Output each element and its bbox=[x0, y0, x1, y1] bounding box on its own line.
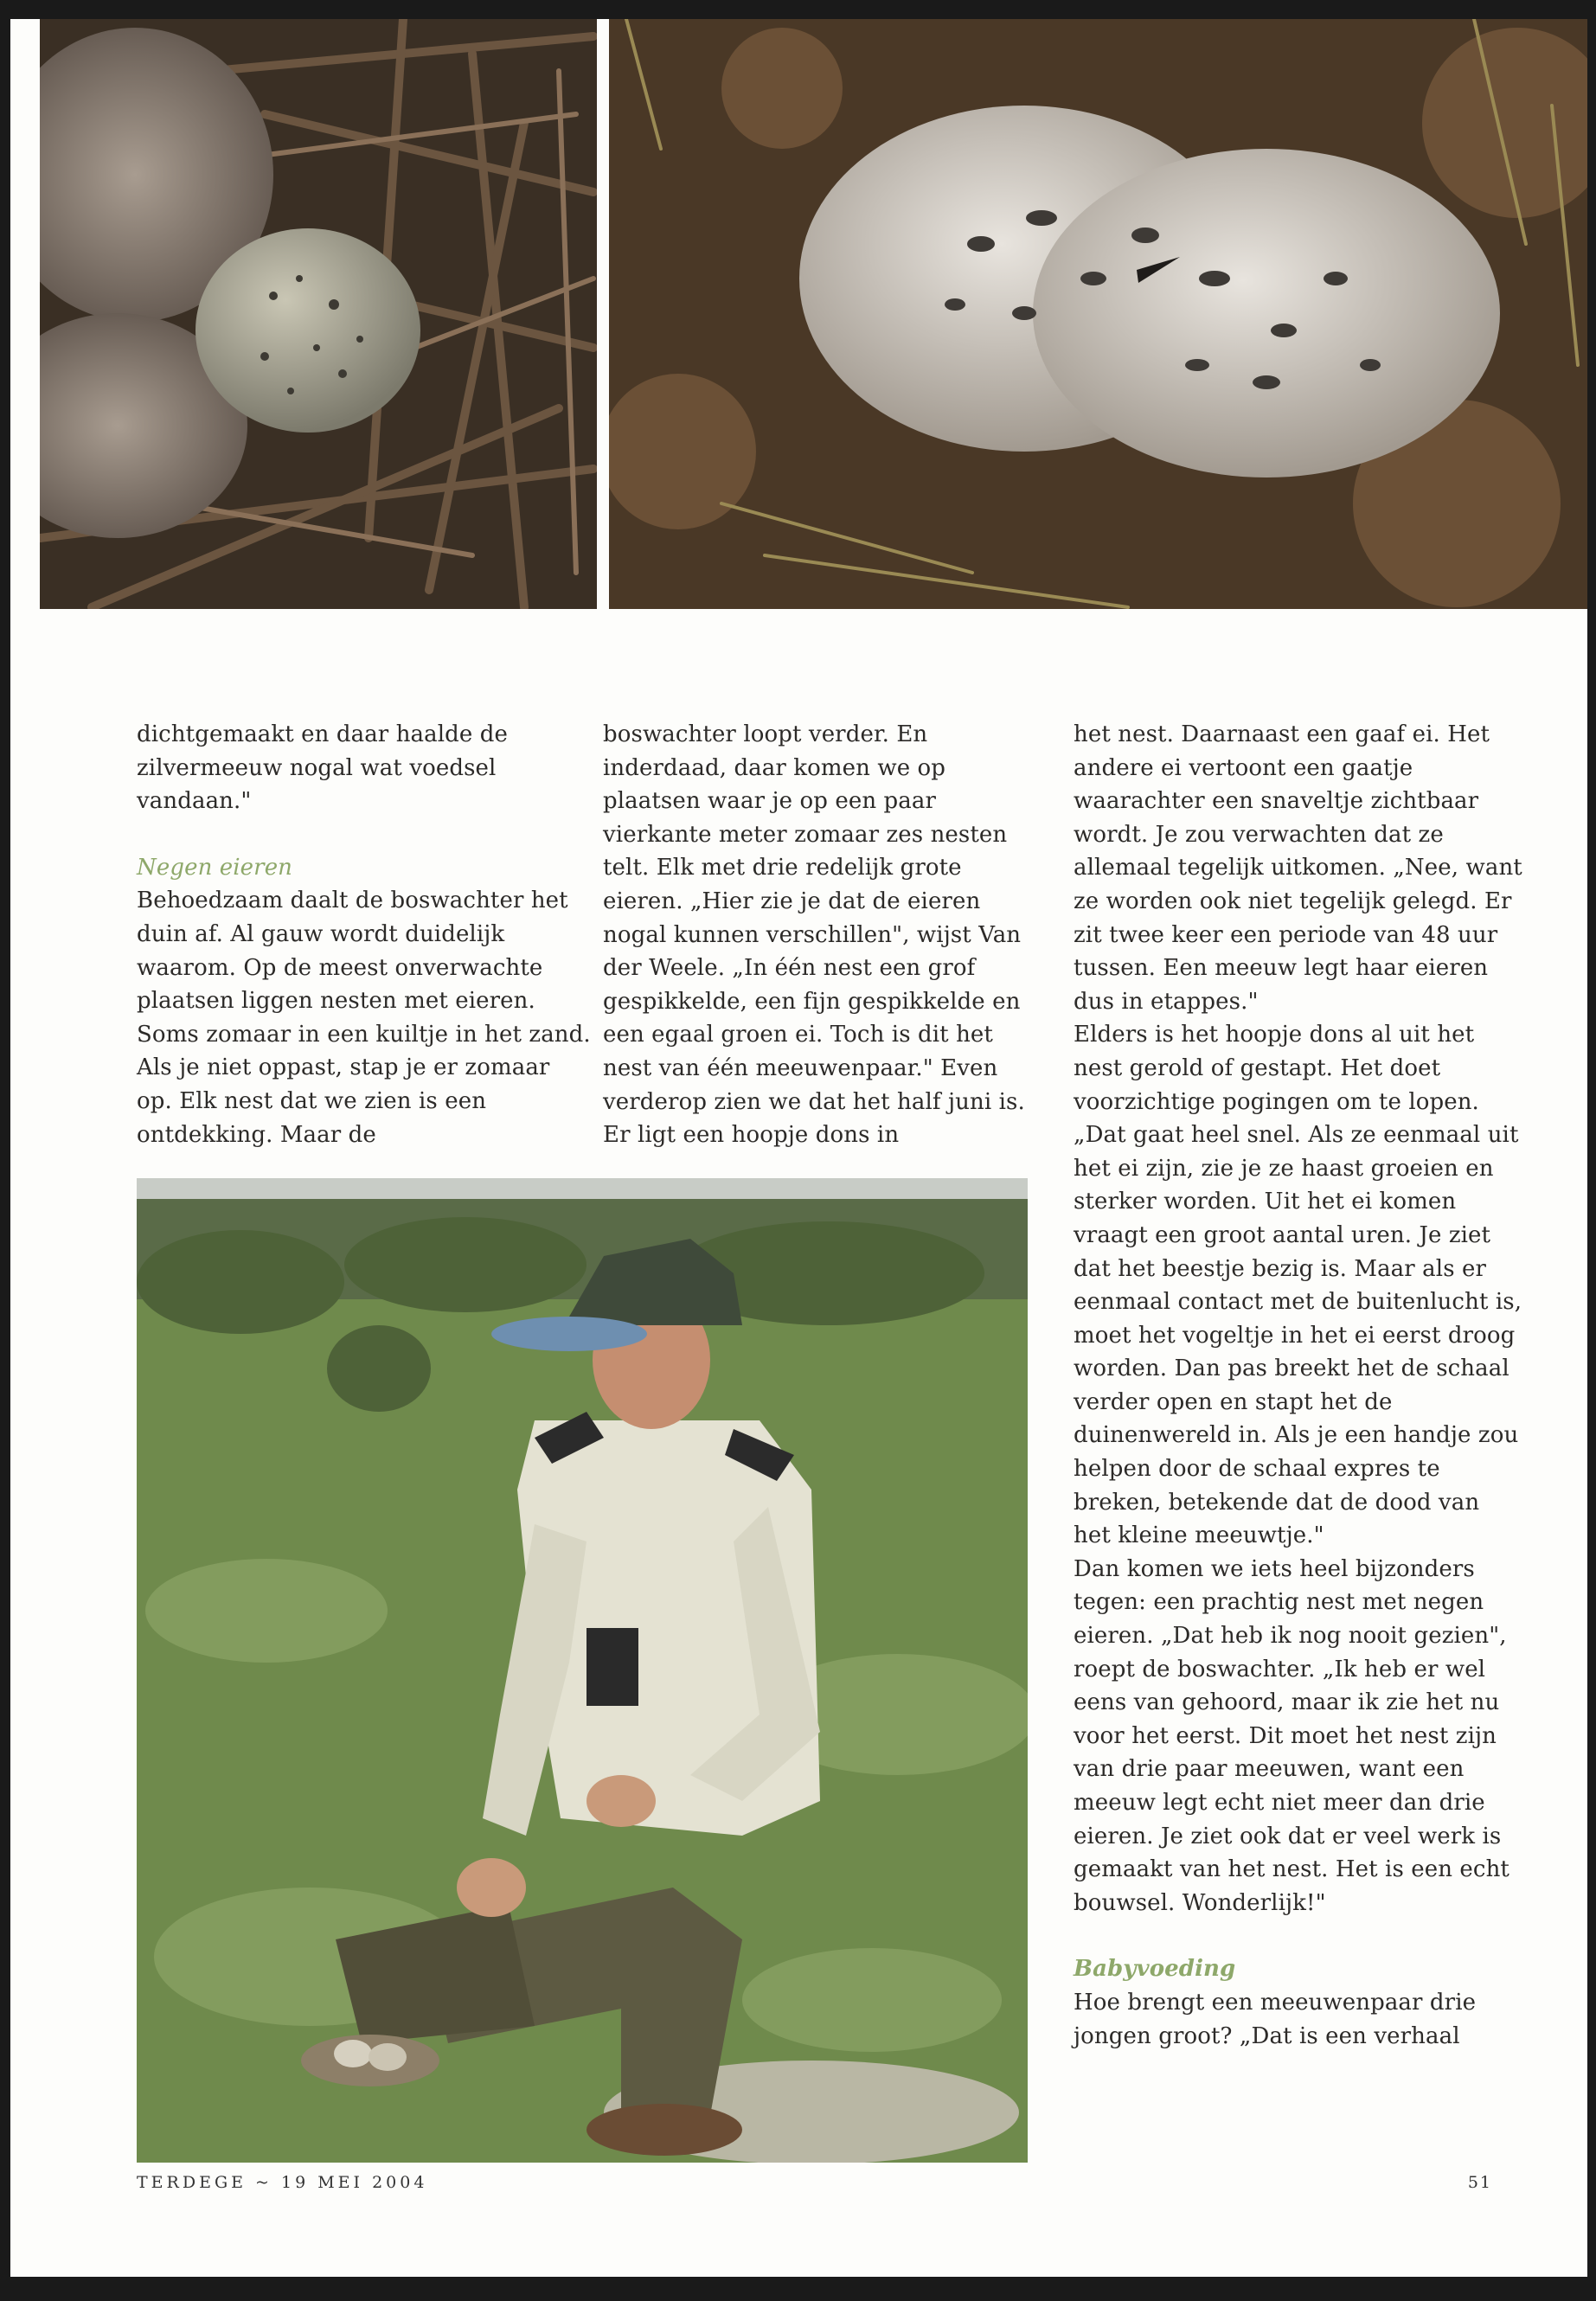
subheading-negen-eieren: Negen eieren bbox=[137, 854, 293, 881]
gull-chicks-image bbox=[609, 19, 1587, 609]
paragraph: Dan komen we iets heel bijzonders tegen: een prachtig nest met negen eieren. „Dat heb ik nog nooit gezien", roept de boswachter. „Ik heb er wel eens van gehoord, maar ik zie het nu voor het eerst. Dit moet het nest zijn van drie paar meeuwen, want een meeuw legt echt niet meer dan drie eieren. Je ziet ook dat er veel werk is gemaakt van het nest. Het is een echt bouwsel. Wonderlijk!" bbox=[1074, 1555, 1509, 1916]
photo-gull-chicks bbox=[609, 19, 1587, 609]
footer-publication: TERDEGE ~ 19 MEI 2004 bbox=[137, 2173, 428, 2192]
paragraph: het nest. Daarnaast een gaaf ei. Het andere ei vertoont een gaatje waarachter een snaveltje zichtbaar wordt. Je zou verwachten dat ze allemaal tegelijk uitkomen. „Nee, want ze worden ook niet tegelijk gelegd. Er zit twee keer een periode van 48 uur tussen. Een meeuw legt haar eieren dus in etappes." bbox=[1074, 721, 1522, 1015]
paragraph: Behoedzaam daalt de boswachter het duin af. Al gauw wordt duidelijk waarom. Op de meest onverwachte plaatsen liggen nesten met eieren. Soms zomaar in een kuiltje in het zand. Als je niet oppast, stap je er zomaar op. Elk nest dat we zien is een ontdekking. Maar de bbox=[137, 888, 591, 1148]
subheading-babyvoeding: Babyvoeding bbox=[1074, 1956, 1236, 1983]
magazine-page bbox=[10, 19, 1587, 2277]
ranger-image bbox=[137, 1178, 1028, 2163]
article-column-1 bbox=[137, 718, 591, 1151]
photo-ranger-kneeling bbox=[137, 1178, 1028, 2163]
photo-egg-nest bbox=[40, 19, 597, 609]
page-number: 51 bbox=[1467, 2173, 1492, 2192]
article-column-3 bbox=[1074, 718, 1523, 2053]
paragraph: Elders is het hoopje dons al uit het nest gerold of gestapt. Het doet voorzichtige pogingen om te lopen. „Dat gaat heel snel. Als ze eenmaal uit het ei zijn, zie je ze haast groeien en sterker worden. Uit het ei komen vraagt een groot aantal uren. Je ziet dat het beestje bezig is. Maar als er eenmaal contact met de buitenlucht is, moet het vogeltje in het ei eerst droog worden. Dan pas breekt het de schaal verder open en stapt het de duinenwereld in. Als je een handje zou helpen door de schaal expres te breken, betekende dat de dood van het kleine meeuwtje." bbox=[1074, 1022, 1522, 1549]
paragraph: dichtgemaakt en daar haalde de zilvermeeuw nogal wat voedsel vandaan." bbox=[137, 721, 508, 815]
egg-nest-image bbox=[40, 19, 597, 609]
paragraph: boswachter loopt verder. En inderdaad, daar komen we op plaatsen waar je op een paar vierkante meter zomaar zes nesten telt. Elk met drie redelijk grote eieren. „Hier zie je dat de eieren nogal kunnen verschillen", wijst Van der Weele. „In één nest een grof gespikkelde, een fijn gespikkelde en een egaal groen ei. Toch is dit het nest van één meeuwenpaar." Even verderop zien we dat het half juni is. Er ligt een hoopje dons in bbox=[603, 721, 1025, 1149]
paragraph: Hoe brengt een meeuwenpaar drie jongen groot? „Dat is een verhaal bbox=[1074, 1989, 1477, 2049]
article-column-2 bbox=[603, 718, 1044, 1152]
